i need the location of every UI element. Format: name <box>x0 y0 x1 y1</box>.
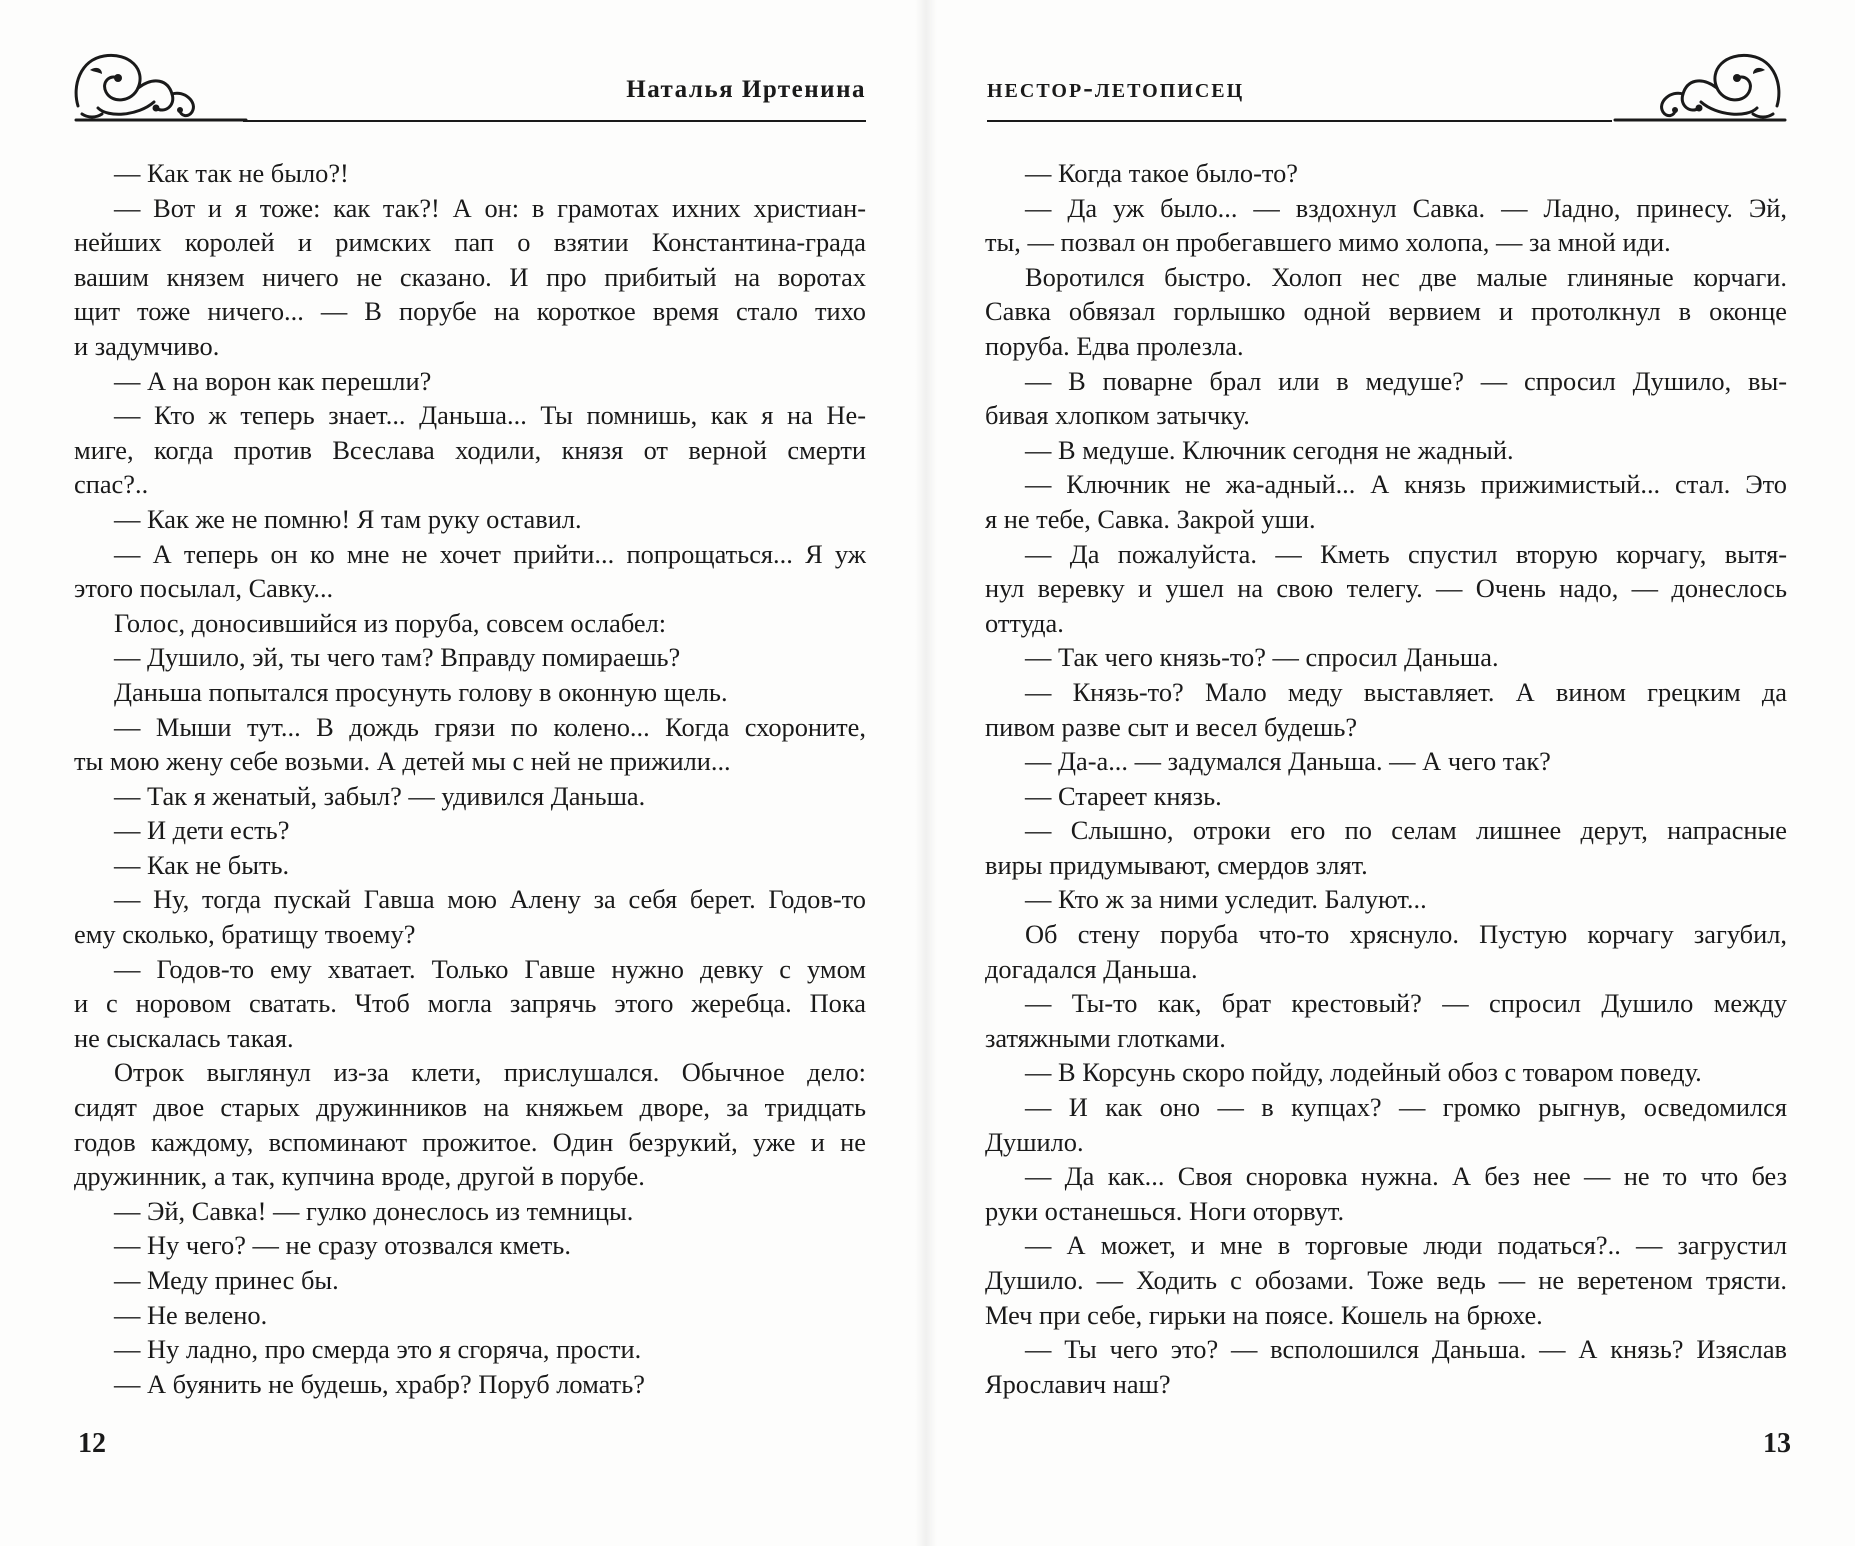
text-line: Об стену поруба что-то хряснуло. Пустую корчагу загубил, <box>1025 919 1787 950</box>
text-line: — Кто ж теперь знает... Даньша... Ты помнишь, как я на Не- <box>114 400 866 431</box>
scroll-ornament-icon <box>1607 46 1787 124</box>
text-line: — А буянить не будешь, храбр? Поруб ломать? <box>114 1368 645 1399</box>
text-line: Даньша попытался просунуть голову в оконную щель. <box>114 676 728 707</box>
text-line: и задумчиво. <box>74 330 220 361</box>
page-number: 12 <box>78 1428 106 1459</box>
text-line: нул веревку и ушел на свою телегу. — Очень надо, — донеслось <box>985 573 1787 604</box>
text-line: Душило. <box>985 1126 1084 1157</box>
text-line: затяжными глотками. <box>985 1022 1226 1053</box>
text-line: миге, когда против Всеслава ходили, князя от верной смерти <box>74 434 866 465</box>
text-line: — Как не быть. <box>114 849 290 880</box>
text-line: — Меду принес бы. <box>114 1265 339 1295</box>
text-line: руки останешься. Ноги оторвут. <box>985 1195 1345 1226</box>
text-line: годов каждому, вспоминают прожитое. Один безрукий, уже и не <box>74 1126 866 1157</box>
text-line: — Как же не помню! Я там руку оставил. <box>114 503 582 534</box>
text-line: — Не велено. <box>114 1299 268 1330</box>
text-line: — Да как... Своя сноровка нужна. А без нее — не то что без <box>1025 1161 1787 1192</box>
text-line: — Эй, Савка! — гулко донеслось из темницы. <box>114 1195 634 1226</box>
text-line: — А теперь он ко мне не хочет прийти... попрощаться... Я уж <box>114 538 866 569</box>
text-line: — В поварне брал или в медуше? — спросил Душило, вы- <box>1025 365 1787 396</box>
text-line: — Князь-то? Мало меду выставляет. А вином грецким да <box>1025 676 1787 707</box>
text-line: — Да уж было... — вздохнул Савка. — Ладно, принесу. Эй, <box>1025 192 1787 223</box>
text-line: — Ну, тогда пускай Гавша мою Алену за себя берет. Годов-то <box>114 884 866 915</box>
text-line: — В Корсунь скоро пойду, лодейный обоз с товаром поведу. <box>1025 1057 1702 1088</box>
text-line: — Так чего князь-то? — спросил Даньша. <box>1025 642 1499 673</box>
header-rule <box>987 120 1612 122</box>
text-line: — Да пожалуйста. — Кметь спустил вторую корчагу, вытя- <box>1025 538 1787 569</box>
text-line: — И как оно — в купцах? — громко рыгнув, осведомился <box>1025 1092 1787 1123</box>
left-page <box>0 0 925 1546</box>
text-line: — Мыши тут... В дождь грязи по колено... Когда схороните, <box>114 711 866 742</box>
text-line: сидят двое старых дружинников на княжьем дворе, за тридцать <box>74 1092 866 1123</box>
text-line: поруба. Едва пролезла. <box>985 330 1244 361</box>
text-line: оттуда. <box>985 607 1064 638</box>
text-line: я не тебе, Савка. Закрой уши. <box>985 503 1316 534</box>
left-body-text <box>74 156 866 1401</box>
text-line: нейших королей и римских пап о взятии Константина-града <box>74 227 866 258</box>
right-page <box>925 0 1855 1546</box>
page-number: 13 <box>1763 1428 1791 1459</box>
text-line: — В медуше. Ключник сегодня не жадный. <box>1025 434 1514 465</box>
text-line: — Ну ладно, про смерда это я сгоряча, прости. <box>114 1334 642 1365</box>
left-running-header <box>68 46 866 126</box>
text-line: догадался Даньша. <box>985 953 1198 984</box>
text-line: Ярославич наш? <box>985 1368 1171 1399</box>
text-line: ему сколько, братищу твоему? <box>74 919 416 950</box>
text-line: вашим князем ничего не сказано. И про прибитый на воротах <box>74 261 866 292</box>
text-line: — Да-а... — задумался Даньша. — А чего так? <box>1025 746 1551 777</box>
text-line: Голос, доносившийся из поруба, совсем ослабел: <box>114 607 667 638</box>
text-line: — Как так не было?! <box>114 158 349 188</box>
text-line: Савка обвязал горлышко одной вервием и протолкнул в оконце <box>985 296 1787 327</box>
text-line: этого посылал, Савку... <box>74 573 334 604</box>
right-running-header <box>987 46 1787 126</box>
text-line: Воротился быстро. Холоп нес две малые глиняные корчаги. <box>1025 261 1787 292</box>
text-line: — Так я женатый, забыл? — удивился Даньша. <box>114 780 646 811</box>
author-name: Наталья Иртенина <box>626 76 866 103</box>
text-line: ты мою жену себе возьми. А детей мы с ней не прижили... <box>74 746 731 777</box>
text-line: — Кто ж за ними уследит. Балуют... <box>1025 884 1427 915</box>
text-line: Меч при себе, гирьки на поясе. Кошель на брюхе. <box>985 1299 1543 1330</box>
text-line: щит тоже ничего... — В порубе на короткое время стало тихо <box>74 296 866 327</box>
text-line: — Слышно, отроки его по селам лишнее дерут, напрасные <box>1025 815 1787 846</box>
text-line: бивая хлопком затычку. <box>985 400 1250 431</box>
text-line: виры придумывают, смердов злят. <box>985 849 1368 880</box>
text-line: не сыскалась такая. <box>74 1022 294 1053</box>
text-line: — Стареет князь. <box>1025 780 1222 811</box>
text-line: дружинник, а так, купчина вроде, другой в порубе. <box>74 1161 645 1192</box>
scroll-ornament-icon <box>68 46 248 124</box>
text-line: Отрок выглянул из-за клети, прислушался. Обычное дело: <box>114 1057 866 1088</box>
text-line: — Ты-то как, брат крестовый? — спросил Душило между <box>1025 988 1787 1019</box>
text-line: — Душило, эй, ты чего там? Вправду помираешь? <box>114 642 681 673</box>
text-line: спас?.. <box>74 469 149 500</box>
text-line: — А на ворон как перешли? <box>114 365 432 396</box>
text-line: — Ключник не жа-адный... А князь прижимистый... стал. Это <box>1025 469 1787 500</box>
text-line: — И дети есть? <box>114 815 290 846</box>
header-rule <box>243 120 866 122</box>
text-line: — Вот и я тоже: как так?! А он: в грамотах ихних христиан- <box>114 192 866 223</box>
text-line: и с норовом сватать. Чтоб могла запрячь этого жеребца. Пока <box>74 988 866 1019</box>
text-line: — Когда такое было-то? <box>1025 158 1299 188</box>
text-line: пивом разве сыт и весел будешь? <box>985 711 1358 742</box>
text-line: — А может, и мне в торговые люди податься?.. — загрустил <box>1025 1230 1787 1261</box>
text-line: Душило. — Ходить с обозами. Тоже ведь — не веретеном трясти. <box>985 1265 1787 1295</box>
right-body-text <box>985 156 1787 1401</box>
book-title: нестор-летописец <box>987 72 1245 104</box>
text-line: ты, — позвал он пробегавшего мимо холопа, — за мной иди. <box>985 227 1671 258</box>
text-line: — Ты чего это? — всполошился Даньша. — А князь? Изяслав <box>1025 1334 1787 1365</box>
text-line: — Ну чего? — не сразу отозвался кметь. <box>114 1230 571 1261</box>
text-line: — Годов-то ему хватает. Только Гавше нужно девку с умом <box>114 953 866 984</box>
